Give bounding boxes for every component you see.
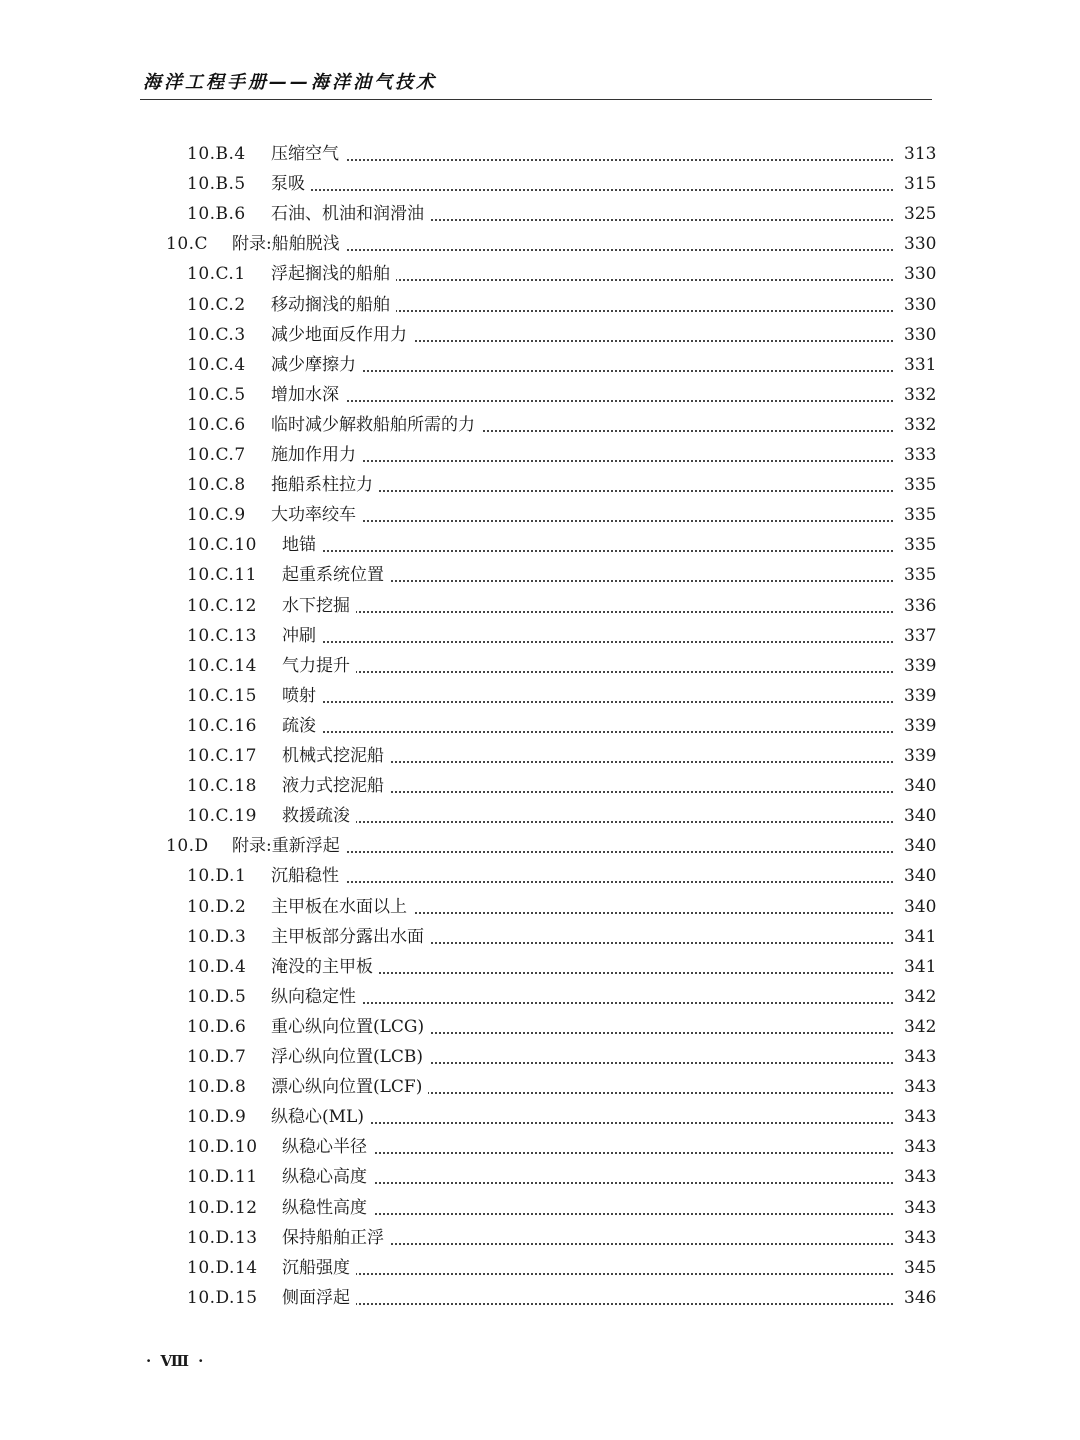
- toc-dot-leader: [302, 791, 893, 793]
- toc-entry-number: 10.D.11: [187, 1167, 258, 1188]
- toc-entry-row: [0, 1223, 1080, 1253]
- toc-entry-title: 起重系统位置: [282, 560, 390, 590]
- toc-entry-title: 疏浚: [282, 711, 322, 741]
- toc-entry-row: [0, 199, 1080, 229]
- toc-entry-title: 沉船强度: [282, 1253, 356, 1283]
- toc-page-number: 339: [900, 681, 936, 711]
- toc-entry-number: 10.D.10: [187, 1137, 258, 1158]
- toc-page-number: 339: [900, 651, 936, 681]
- toc-entry-number: 10.B.4: [187, 144, 246, 164]
- toc-page-number: 343: [900, 1102, 936, 1132]
- toc-entry-number: 10.D.8: [187, 1077, 247, 1098]
- toc-entry-title: 移动搁浅的船舶: [271, 290, 396, 320]
- toc-dot-leader: [302, 731, 893, 733]
- toc-entry-title: 救援疏浚: [282, 801, 356, 831]
- toc-entry-number: 10.C.3: [187, 324, 246, 345]
- toc-entry-number: 10.C.7: [187, 445, 246, 465]
- toc-entry-number: 10.C.16: [187, 715, 257, 736]
- toc-entry-number: 10.D.13: [187, 1227, 258, 1248]
- toc-page-number: 340: [900, 861, 936, 891]
- running-header: 海洋工程手册——海洋油气技术: [143, 72, 437, 93]
- toc-page-number: 343: [900, 1193, 936, 1223]
- toc-page-number: 343: [900, 1132, 936, 1162]
- toc-entry-row: [0, 320, 1080, 350]
- toc-entry-row: [0, 861, 1080, 891]
- toc-entry-title: 附录:重新浮起: [232, 831, 346, 861]
- toc-entry-row: [0, 681, 1080, 711]
- toc-dot-leader: [302, 580, 893, 582]
- toc-entry-row: [0, 651, 1080, 681]
- toc-entry-number: 10.C.15: [187, 685, 257, 706]
- toc-dot-leader: [302, 641, 893, 643]
- toc-page-number: 330: [900, 229, 936, 259]
- toc-entry-number: 10.B.5: [187, 174, 246, 195]
- toc-dot-leader: [291, 490, 893, 492]
- toc-page-number: 341: [900, 922, 936, 952]
- toc-entry-number: 10.C.14: [187, 655, 257, 676]
- toc-page-number: 343: [900, 1162, 936, 1192]
- toc-dot-leader: [302, 821, 893, 823]
- toc-entry-title: 沉船稳性: [271, 861, 345, 891]
- toc-page-number: 335: [900, 470, 936, 500]
- header-rule: [140, 99, 932, 100]
- toc-dot-leader: [302, 1152, 893, 1154]
- toc-dot-leader: [291, 520, 893, 522]
- toc-page-number: 335: [900, 530, 936, 560]
- toc-dot-leader: [302, 671, 893, 673]
- toc-entry-row: [0, 259, 1080, 289]
- toc-entry-number: 10.D.1: [187, 866, 247, 887]
- toc-dot-leader: [302, 701, 893, 703]
- toc-page-number: 330: [900, 259, 936, 289]
- toc-entry-title: 纵稳性高度: [282, 1193, 373, 1223]
- toc-page-number: 340: [900, 771, 936, 801]
- toc-page-number: 330: [900, 290, 936, 320]
- toc-entry-title: 地锚: [282, 530, 322, 560]
- toc-entry-number: 10.D.6: [187, 1016, 247, 1037]
- toc-entry-row: [0, 139, 1080, 169]
- toc-entry-title: 纵稳心半径: [282, 1132, 373, 1162]
- toc-page-number: 343: [900, 1042, 936, 1072]
- toc-entry-row: [0, 892, 1080, 922]
- toc-entry-row: [0, 470, 1080, 500]
- toc-section-row: [0, 229, 1080, 259]
- toc-entry-row: [0, 1132, 1080, 1162]
- toc-page-number: 340: [900, 892, 936, 922]
- toc-entry-row: [0, 530, 1080, 560]
- toc-entry-number: 10.D.9: [187, 1107, 247, 1128]
- toc-dot-leader: [302, 1213, 893, 1215]
- toc-entry-number: 10.C.2: [187, 294, 246, 315]
- toc-dot-leader: [302, 1182, 893, 1184]
- toc-entry-number: 10.C.17: [187, 746, 257, 766]
- toc-entry-title: 增加水深: [271, 380, 345, 410]
- toc-page-number: 332: [900, 380, 936, 410]
- toc-page-number: 336: [900, 591, 936, 621]
- toc-entry-title: 纵稳心高度: [282, 1162, 373, 1192]
- toc-dot-leader: [291, 189, 893, 191]
- toc-dot-leader: [252, 851, 893, 853]
- toc-entry-title: 冲刷: [282, 621, 322, 651]
- toc-dot-leader: [291, 1122, 893, 1124]
- toc-entry-number: 10.C.9: [187, 505, 246, 526]
- toc-dot-leader: [291, 159, 893, 161]
- toc-entry-number: 10.C.4: [187, 354, 246, 375]
- toc-entry-title: 重心纵向位置(LCG): [271, 1012, 430, 1042]
- toc-dot-leader: [302, 1303, 893, 1305]
- toc-entry-title: 泵吸: [271, 169, 311, 199]
- toc-entry-title: 大功率绞车: [271, 500, 362, 530]
- toc-entry-row: [0, 500, 1080, 530]
- toc-entry-row: [0, 771, 1080, 801]
- toc-entry-row: [0, 922, 1080, 952]
- toc-page-number: 313: [900, 139, 936, 169]
- toc-dot-leader: [252, 249, 893, 251]
- toc-entry-title: 浮心纵向位置(LCB): [271, 1042, 429, 1072]
- toc-page-number: 337: [900, 621, 936, 651]
- toc-entry-number: 10.C.5: [187, 384, 246, 405]
- toc-entry-number: 10.D.2: [187, 896, 247, 917]
- toc-page-number: 342: [900, 1012, 936, 1042]
- toc-entry-number: 10.C.1: [187, 264, 246, 285]
- toc-entry-title: 压缩空气: [271, 139, 345, 169]
- toc-entry-title: 石油、机油和润滑油: [271, 199, 430, 229]
- toc-entry-title: 临时减少解救船舶所需的力: [271, 410, 481, 440]
- toc-entry-number: 10.D.3: [187, 926, 247, 947]
- toc-dot-leader: [291, 881, 893, 883]
- toc-entry-row: [0, 440, 1080, 470]
- toc-page-number: 343: [900, 1223, 936, 1253]
- toc-entry-title: 施加作用力: [271, 440, 362, 470]
- toc-dot-leader: [302, 1273, 893, 1275]
- toc-page-number: 339: [900, 711, 936, 741]
- toc-entry-row: [0, 560, 1080, 590]
- toc-entry-title: 拖船系柱拉力: [271, 470, 379, 500]
- toc-entry-title: 漂心纵向位置(LCF): [271, 1072, 428, 1102]
- toc-page-number: 325: [900, 199, 936, 229]
- toc-entry-title: 主甲板部分露出水面: [271, 922, 430, 952]
- toc-dot-leader: [291, 400, 893, 402]
- toc-dot-leader: [291, 1002, 893, 1004]
- toc-entry-title: 减少地面反作用力: [271, 320, 413, 350]
- toc-section-row: [0, 831, 1080, 861]
- toc-entry-number: 10.C.19: [187, 806, 257, 827]
- toc-entry-title: 纵稳心(ML): [271, 1102, 370, 1132]
- toc-entry-title: 主甲板在水面以上: [271, 892, 413, 922]
- toc-entry-row: [0, 1102, 1080, 1132]
- toc-dot-leader: [302, 761, 893, 763]
- toc-entry-row: [0, 1283, 1080, 1313]
- toc-entry-row: [0, 350, 1080, 380]
- toc-entry-number: 10.B.6: [187, 204, 246, 225]
- toc-entry-row: [0, 801, 1080, 831]
- toc-page-number: 315: [900, 169, 936, 199]
- toc-page-number: 341: [900, 952, 936, 982]
- toc-entry-title: 纵向稳定性: [271, 982, 362, 1012]
- toc-page-number: 335: [900, 560, 936, 590]
- toc-dot-leader: [291, 972, 893, 974]
- toc-entry-title: 附录:船舶脱浅: [232, 229, 346, 259]
- toc-entry-row: [0, 952, 1080, 982]
- toc-entry-number: 10.C.8: [187, 475, 246, 496]
- toc-page-number: 330: [900, 320, 936, 350]
- toc-entry-number: 10.D.5: [187, 986, 247, 1007]
- toc-entry-row: [0, 982, 1080, 1012]
- toc-page-number: 339: [900, 741, 936, 771]
- toc-entry-title: 喷射: [282, 681, 322, 711]
- toc-entry-row: [0, 711, 1080, 741]
- toc-entry-row: [0, 1253, 1080, 1283]
- toc-dot-leader: [291, 460, 893, 462]
- toc-entry-number: 10.C.10: [187, 535, 257, 556]
- toc-entry-row: [0, 1042, 1080, 1072]
- toc-entry-number: 10.D.7: [187, 1047, 247, 1067]
- toc-page-number: 342: [900, 982, 936, 1012]
- toc-dot-leader: [302, 550, 893, 552]
- toc-entry-title: 液力式挖泥船: [282, 771, 390, 801]
- toc-entry-title: 机械式挖泥船: [282, 741, 390, 771]
- toc-entry-title: 减少摩擦力: [271, 350, 362, 380]
- toc-entry-title: 保持船舶正浮: [282, 1223, 390, 1253]
- toc-dot-leader: [302, 1243, 893, 1245]
- toc-entry-row: [0, 169, 1080, 199]
- toc-page-number: 343: [900, 1072, 936, 1102]
- toc-dot-leader: [291, 370, 893, 372]
- toc-entry-row: [0, 1193, 1080, 1223]
- toc-entry-row: [0, 591, 1080, 621]
- toc-entry-row: [0, 290, 1080, 320]
- toc-entry-title: 侧面浮起: [282, 1283, 356, 1313]
- toc-page-number: 335: [900, 500, 936, 530]
- toc-entry-row: [0, 410, 1080, 440]
- toc-entry-number: 10.C: [166, 234, 209, 255]
- page-folio: · Ⅷ ·: [146, 1352, 206, 1370]
- toc-entry-row: [0, 1162, 1080, 1192]
- toc-entry-row: [0, 380, 1080, 410]
- toc-entry-number: 10.D.15: [187, 1287, 258, 1308]
- toc-entry-number: 10.C.18: [187, 776, 257, 797]
- toc-page-number: 333: [900, 440, 936, 470]
- toc-entry-number: 10.D: [166, 836, 209, 857]
- toc-entry-number: 10.C.11: [187, 565, 257, 586]
- toc-page-number: 340: [900, 831, 936, 861]
- toc-entry-row: [0, 1072, 1080, 1102]
- toc-entry-number: 10.C.6: [187, 414, 246, 435]
- toc-entry-title: 气力提升: [282, 651, 356, 681]
- toc-page-number: 332: [900, 410, 936, 440]
- toc-entry-number: 10.D.14: [187, 1257, 258, 1278]
- toc-entry-number: 10.D.12: [187, 1197, 258, 1218]
- toc-entry-row: [0, 741, 1080, 771]
- toc-entry-number: 10.D.4: [187, 956, 247, 977]
- toc-dot-leader: [302, 611, 893, 613]
- toc-page-number: 346: [900, 1283, 936, 1313]
- toc-entry-title: 水下挖掘: [282, 591, 356, 621]
- toc-page-number: 345: [900, 1253, 936, 1283]
- toc-entry-title: 浮起搁浅的船舶: [271, 259, 396, 289]
- toc-entry-number: 10.C.12: [187, 595, 257, 616]
- toc-entry-row: [0, 1012, 1080, 1042]
- toc-entry-number: 10.C.13: [187, 625, 257, 646]
- toc-page-number: 340: [900, 801, 936, 831]
- toc-entry-title: 淹没的主甲板: [271, 952, 379, 982]
- toc-page-number: 331: [900, 350, 936, 380]
- toc-entry-row: [0, 621, 1080, 651]
